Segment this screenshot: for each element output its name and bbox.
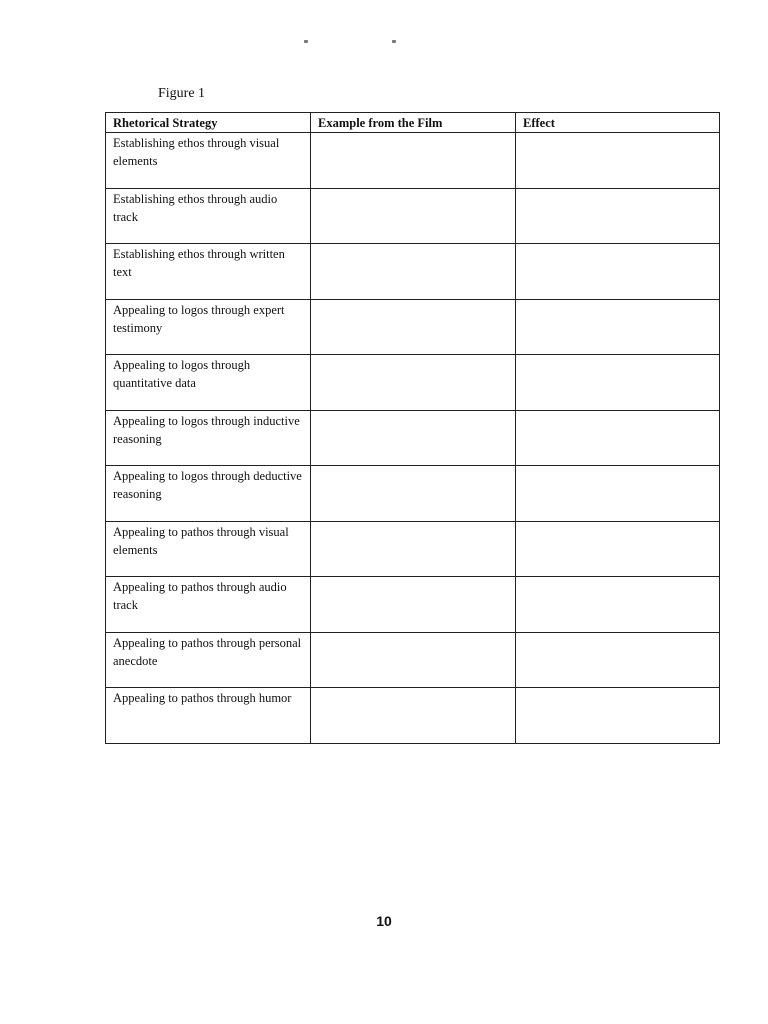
strategy-cell: Appealing to pathos through audio track: [106, 577, 311, 633]
example-cell[interactable]: [311, 521, 516, 577]
example-cell[interactable]: [311, 299, 516, 355]
table-row: [106, 688, 720, 744]
example-cell[interactable]: [311, 466, 516, 522]
strategy-cell: Appealing to logos through deductive reasoning: [106, 466, 311, 522]
effect-cell[interactable]: [516, 688, 720, 744]
table-row: [106, 521, 720, 577]
table-row: [106, 466, 720, 522]
example-cell[interactable]: [311, 632, 516, 688]
effect-cell[interactable]: [516, 521, 720, 577]
page-number: 10: [376, 913, 392, 929]
effect-cell[interactable]: [516, 188, 720, 244]
effect-cell[interactable]: [516, 466, 720, 522]
strategy-cell: Appealing to pathos through visual elements: [106, 521, 311, 577]
table-row: [106, 410, 720, 466]
header-effect: Effect: [516, 113, 720, 133]
example-cell[interactable]: [311, 244, 516, 300]
strategy-cell: Appealing to pathos through humor: [106, 688, 311, 744]
strategy-cell: Establishing ethos through audio track: [106, 188, 311, 244]
example-cell[interactable]: [311, 688, 516, 744]
header-rhetorical-strategy: Rhetorical Strategy: [106, 113, 311, 133]
effect-cell[interactable]: [516, 410, 720, 466]
effect-cell[interactable]: [516, 355, 720, 411]
example-cell[interactable]: [311, 188, 516, 244]
table-row: [106, 133, 720, 189]
table-header-row: [106, 113, 720, 133]
effect-cell[interactable]: [516, 299, 720, 355]
table-row: [106, 299, 720, 355]
header-example-from-film: Example from the Film: [311, 113, 516, 133]
table-row: [106, 188, 720, 244]
rhetorical-strategy-table: [105, 112, 720, 744]
table-row: [106, 632, 720, 688]
table-row: [106, 244, 720, 300]
example-cell[interactable]: [311, 355, 516, 411]
strategy-cell: Establishing ethos through written text: [106, 244, 311, 300]
effect-cell[interactable]: [516, 133, 720, 189]
strategy-cell: Appealing to logos through quantitative data: [106, 355, 311, 411]
figure-label: Figure 1: [158, 86, 206, 101]
strategy-cell: Appealing to logos through expert testimony: [106, 299, 311, 355]
strategy-cell: Appealing to pathos through personal anecdote: [106, 632, 311, 688]
strategy-cell: Establishing ethos through visual elements: [106, 133, 311, 189]
strategy-cell: Appealing to logos through inductive reasoning: [106, 410, 311, 466]
effect-cell[interactable]: [516, 577, 720, 633]
example-cell[interactable]: [311, 133, 516, 189]
example-cell[interactable]: [311, 577, 516, 633]
table-row: [106, 355, 720, 411]
effect-cell[interactable]: [516, 244, 720, 300]
table-row: [106, 577, 720, 633]
example-cell[interactable]: [311, 410, 516, 466]
effect-cell[interactable]: [516, 632, 720, 688]
cutoff-header-text: [300, 36, 410, 46]
